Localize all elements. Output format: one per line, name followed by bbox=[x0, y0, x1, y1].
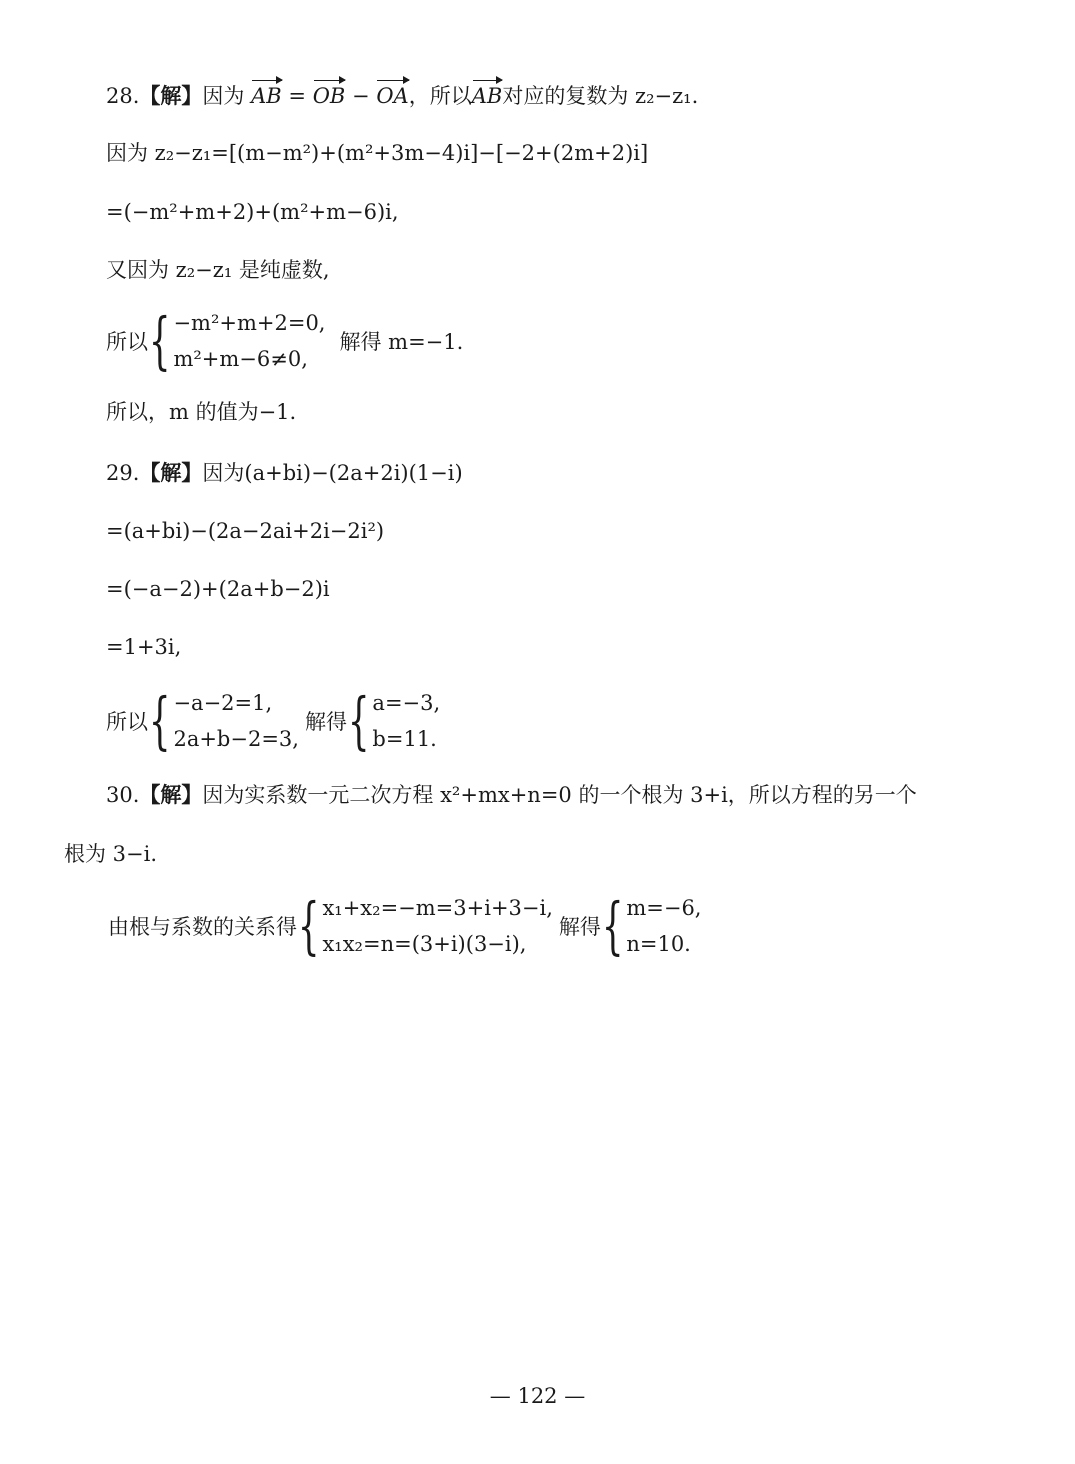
equals-sign: = bbox=[288, 84, 306, 108]
system-row-2: m²+m−6≠0, bbox=[173, 347, 308, 371]
system-mid-text: 解得 bbox=[558, 915, 601, 939]
q30-text: 因为实系数一元二次方程 x²+mx+n=0 的一个根为 3+i，所以方程的另一个 bbox=[202, 783, 917, 807]
q28-line-2: 因为 z₂−z₁=[(m−m²)+(m²+3m−4)i]−[−2+(2m+2)i] bbox=[106, 141, 649, 165]
system-solution: 解得 m=−1. bbox=[339, 330, 464, 354]
q29-line-4: =1+3i, bbox=[106, 635, 182, 659]
solution-rows bbox=[372, 685, 440, 757]
system-rows bbox=[173, 305, 325, 377]
q28-text-because: 因为 bbox=[202, 84, 245, 108]
system-rows bbox=[173, 685, 299, 757]
solution-row-2: b=11. bbox=[372, 727, 437, 751]
q28-number: 28. bbox=[106, 84, 140, 108]
q30-number: 30. bbox=[106, 783, 140, 807]
solution-rows bbox=[626, 890, 701, 962]
q30-solution-tag: 【解】 bbox=[139, 782, 203, 807]
solution-row-2: n=10. bbox=[626, 932, 691, 956]
system-rows bbox=[322, 890, 552, 962]
q30-equation-system bbox=[108, 890, 701, 962]
vector-ab-2: AB bbox=[472, 80, 503, 110]
vector-oa: OA bbox=[376, 80, 408, 110]
left-brace-icon: { bbox=[297, 889, 320, 962]
system-prefix: 所以 bbox=[106, 330, 148, 354]
system-row-2: 2a+b−2=3, bbox=[173, 727, 299, 751]
q28-text-complex: 对应的复数为 bbox=[502, 84, 629, 108]
q29-line-1 bbox=[106, 459, 463, 487]
page-number: — 122 — bbox=[489, 1384, 586, 1408]
q28-text-difference: z₂−z₁. bbox=[635, 84, 699, 108]
q30-line-2: 根为 3−i. bbox=[64, 842, 158, 866]
q28-line-4: 又因为 z₂−z₁ 是纯虚数, bbox=[106, 258, 330, 282]
system-row-1: x₁+x₂=−m=3+i+3−i, bbox=[322, 896, 553, 920]
q28-line-3: =(−m²+m+2)+(m²+m−6)i, bbox=[106, 200, 399, 224]
vector-ab: AB bbox=[251, 80, 282, 110]
minus-sign: − bbox=[352, 84, 370, 108]
system-row-2: x₁x₂=n=(3+i)(3−i), bbox=[322, 932, 527, 956]
q28-equation-system bbox=[106, 305, 463, 377]
q29-line-2: =(a+bi)−(2a−2ai+2i−2i²) bbox=[106, 519, 385, 543]
system-row-1: −m²+m+2=0, bbox=[173, 311, 326, 335]
q29-equation-system bbox=[106, 685, 440, 757]
left-brace-icon: { bbox=[148, 684, 171, 757]
system-mid-text: 解得 bbox=[304, 710, 347, 734]
q28-text-so: ，所以 bbox=[408, 84, 472, 108]
system-prefix: 所以 bbox=[106, 710, 148, 734]
q29-text: 因为(a+bi)−(2a+2i)(1−i) bbox=[202, 461, 463, 485]
left-brace-icon: { bbox=[148, 304, 171, 377]
system-prefix: 由根与系数的关系得 bbox=[108, 915, 297, 939]
solution-row-1: a=−3, bbox=[372, 691, 441, 715]
q28-line-6: 所以，m 的值为−1. bbox=[106, 400, 297, 424]
q29-solution-tag: 【解】 bbox=[139, 460, 203, 485]
system-row-1: −a−2=1, bbox=[173, 691, 273, 715]
q29-number: 29. bbox=[106, 461, 140, 485]
vector-ob: OB bbox=[313, 80, 346, 110]
left-brace-icon: { bbox=[347, 684, 370, 757]
left-brace-icon: { bbox=[601, 889, 624, 962]
q28-solution-tag: 【解】 bbox=[139, 83, 203, 108]
q29-line-3: =(−a−2)+(2a+b−2)i bbox=[106, 577, 330, 601]
q30-line-1 bbox=[106, 781, 917, 809]
q28-line-1 bbox=[106, 80, 698, 110]
solution-row-1: m=−6, bbox=[626, 896, 702, 920]
